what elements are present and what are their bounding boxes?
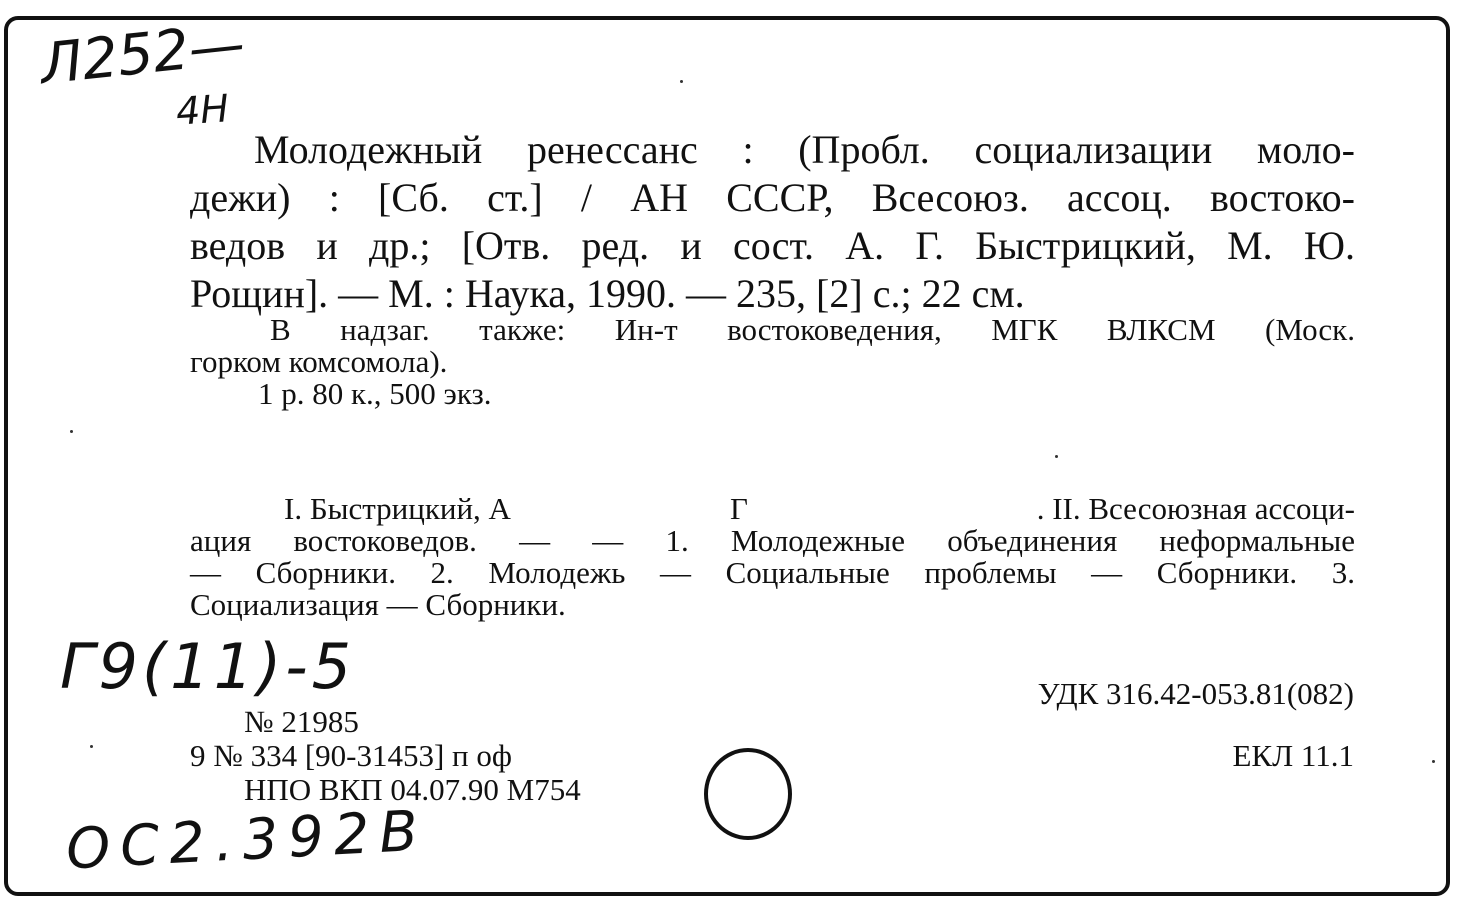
- speck: [70, 430, 73, 433]
- note-line: горком комсомола).: [190, 344, 448, 379]
- speck: [1055, 455, 1058, 458]
- price-line: 1 р. 80 к., 500 экз.: [258, 376, 492, 411]
- entry-line: ведов и др.; [Отв. ред. и сост. А. Г. Быстрицкий, М. Ю.: [190, 223, 1355, 268]
- udk-code: УДК 316.42-053.81(082): [1037, 676, 1354, 711]
- printer-line: НПО ВКП 04.07.90 М754: [244, 772, 581, 807]
- entry-line: дежи) : [Сб. ст.] / АН СССР, Всесоюз. ассоц. востоко-: [190, 175, 1355, 220]
- bibliographic-entry: [190, 126, 1355, 318]
- handwritten-shelf-code: ОС2.392В: [64, 798, 430, 883]
- subject-line: Социализация — Сборники.: [190, 587, 566, 622]
- subject-line: — Сборники. 2. Молодежь — Социальные проблемы — Сборники. 3.: [190, 555, 1355, 590]
- subject-headings: [190, 493, 1355, 621]
- note-line: В надзаг. также: Ин-т востоковедения, МГК ВЛКСМ (Моск.: [270, 312, 1355, 347]
- speck: [1432, 760, 1435, 763]
- subject-initial: Г: [730, 491, 748, 526]
- entry-line: Рощин]. — М. : Наука, 1990. — 235, [2] с.; 22 см.: [190, 271, 1025, 316]
- subject-line: ация востоковедов. — — 1. Молодежные объединения неформальные: [190, 523, 1355, 558]
- subject-author: I. Быстрицкий, А: [284, 491, 511, 526]
- ekl-code: ЕКЛ 11.1: [1232, 738, 1354, 773]
- annotation-note: [190, 314, 1355, 410]
- order-line: 9 № 334 [90-31453] п оф: [190, 738, 512, 773]
- subject-organization: . II. Всесоюзная ассоци-: [1036, 491, 1355, 526]
- hole-circle: [704, 748, 792, 840]
- speck: [90, 745, 93, 748]
- handwritten-call-number-sub: 4H: [174, 86, 231, 134]
- handwritten-call-number: Л252—: [37, 11, 248, 98]
- speck: [680, 80, 683, 83]
- handwritten-classification: Г9(11)-5: [60, 630, 356, 703]
- entry-line: Молодежный ренессанс : (Пробл. социализации моло-: [254, 127, 1355, 172]
- card-number: № 21985: [244, 704, 359, 739]
